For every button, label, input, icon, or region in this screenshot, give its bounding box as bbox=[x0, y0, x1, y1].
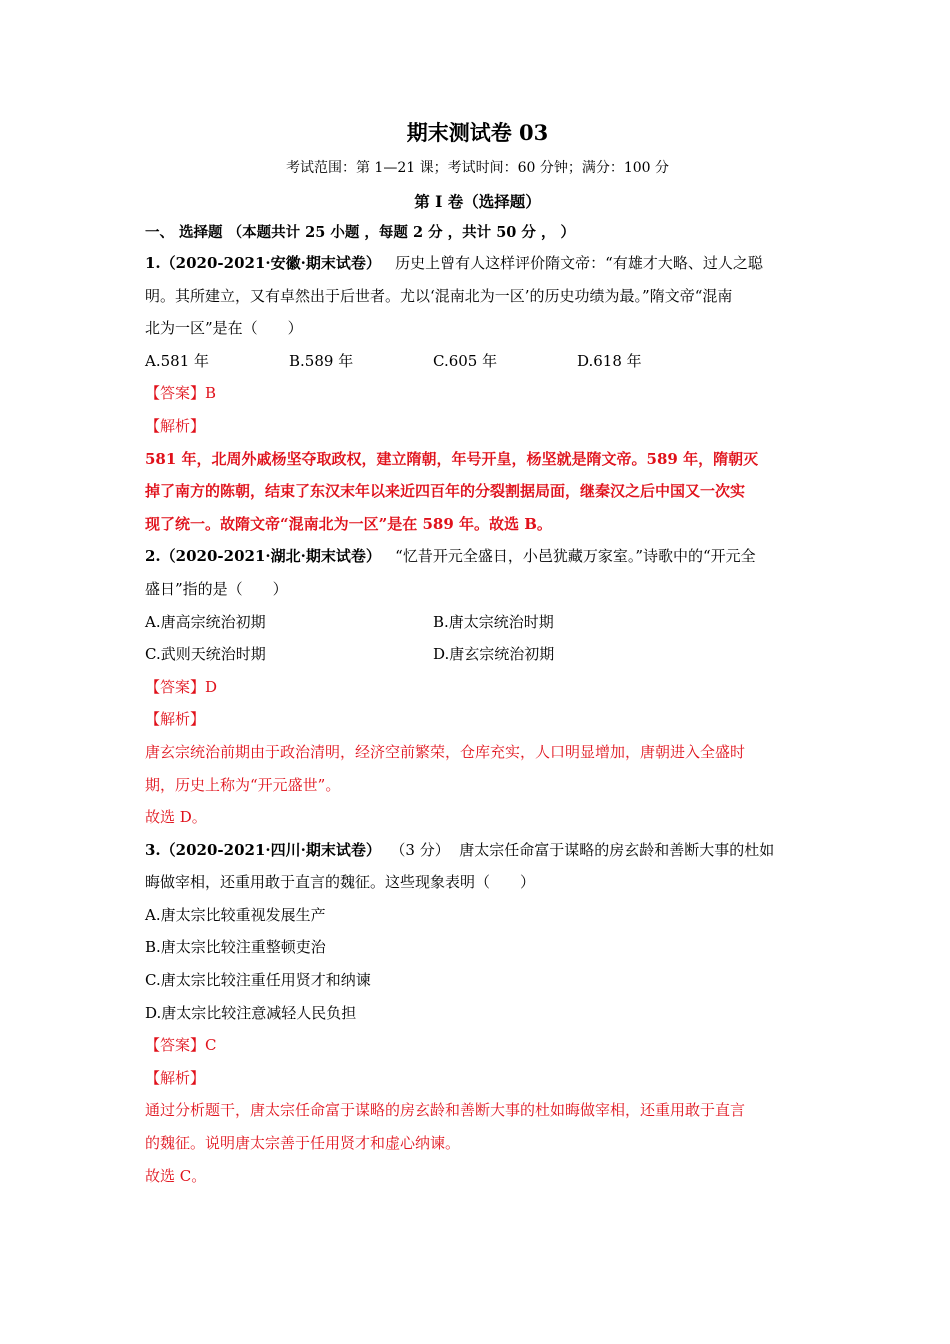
analysis-label: 【解析】 bbox=[145, 416, 206, 435]
answer-line bbox=[145, 377, 810, 410]
analysis-line: 的魏征。说明唐太宗善于任用贤才和虚心纳谏。 bbox=[145, 1134, 461, 1153]
stem-line: 历史上曾有人这样评价隋文帝：“有雄才大略、过人之聪 bbox=[395, 254, 763, 272]
section-title: 第 I 卷（选择题） bbox=[414, 192, 541, 211]
answer-line bbox=[145, 1029, 810, 1062]
analysis-label: 【解析】 bbox=[145, 710, 206, 729]
document-body bbox=[145, 118, 810, 1192]
question-number: 1. bbox=[145, 254, 161, 272]
question-score: （3 分） bbox=[390, 840, 450, 859]
analysis-text bbox=[145, 443, 810, 541]
analysis-line: 故选 C。 bbox=[145, 1166, 207, 1185]
answer-line bbox=[145, 671, 810, 704]
question-source: （2020-2021·安徽·期末试卷） bbox=[160, 254, 381, 272]
analysis-line: 唐玄宗统治前期由于政治清明，经济空前繁荣，仓库充实，人口明显增加，唐朝进入全盛时 bbox=[145, 742, 746, 761]
analysis-line: 通过分析题干，唐太宗任命富于谋略的房玄龄和善断大事的杜如晦做宰相，还重用敢于直言 bbox=[145, 1101, 746, 1120]
answer-value: B bbox=[205, 384, 217, 403]
stem-line: 晦做宰相，还重用敢于直言的魏征。这些现象表明（ ） bbox=[145, 873, 536, 892]
analysis-text bbox=[145, 1094, 810, 1192]
option-c: C.武则天统治时期 bbox=[145, 645, 266, 664]
answer-value: C bbox=[205, 1036, 217, 1055]
analysis-line: 掉了南方的陈朝，结束了东汉末年以来近四百年的分裂割据局面，继秦汉之后中国又一次实 bbox=[145, 482, 746, 501]
option-a: A.唐高宗统治初期 bbox=[145, 612, 266, 631]
question-2 bbox=[145, 540, 810, 833]
question-number: 3. bbox=[145, 840, 161, 859]
question-1 bbox=[145, 247, 810, 540]
option-a: A.唐太宗比较重视发展生产 bbox=[145, 905, 326, 924]
question-source: （2020-2021·湖北·期末试卷） bbox=[160, 547, 381, 566]
option-d: D.唐太宗比较注意减轻人民负担 bbox=[145, 1003, 357, 1022]
answer-label: 【答案】 bbox=[145, 1036, 206, 1055]
stem-line: 明。其所建立，又有卓然出于后世者。尤以‘混南北为一区’的历史功绩为最。”隋文帝“混南 bbox=[145, 286, 733, 305]
analysis-line: 期，历史上称为“开元盛世”。 bbox=[145, 775, 341, 794]
part-heading: 一、 选择题 （本题共计 25 小题 ，每题 2 分 ，共计 50 分 ， ） bbox=[145, 224, 576, 241]
analysis-line: 现了统一。故隋文帝“混南北为一区”是在 589 年。故选 B。 bbox=[145, 514, 552, 533]
analysis-line: 故选 D。 bbox=[145, 808, 207, 827]
options-row bbox=[145, 345, 810, 378]
option-b: B.589 年 bbox=[289, 351, 354, 370]
stem-line: 北为一区”是在（ ） bbox=[145, 319, 303, 338]
option-b: B.唐太宗比较注重整顿吏治 bbox=[145, 938, 326, 957]
question-stem bbox=[145, 247, 810, 280]
question-stem bbox=[145, 540, 810, 573]
answer-label: 【答案】 bbox=[145, 384, 206, 403]
page-title: 期末测试卷 03 bbox=[406, 120, 549, 145]
question-source: （2020-2021·四川·期末试卷） bbox=[160, 840, 381, 859]
stem-line: “忆昔开元全盛日，小邑犹藏万家室。”诗歌中的“开元全 bbox=[395, 547, 756, 566]
stem-line: 盛日”指的是（ ） bbox=[145, 579, 288, 598]
question-number: 2. bbox=[145, 547, 161, 566]
option-d: D.618 年 bbox=[577, 351, 642, 370]
analysis-label: 【解析】 bbox=[145, 1068, 206, 1087]
options-row bbox=[145, 606, 810, 639]
answer-value: D bbox=[205, 677, 218, 696]
question-stem bbox=[145, 834, 810, 867]
option-a: A.581 年 bbox=[145, 351, 209, 370]
question-3 bbox=[145, 834, 810, 1193]
option-b: B.唐太宗统治时期 bbox=[433, 612, 554, 631]
stem-line: 唐太宗任命富于谋略的房玄龄和善断大事的杜如 bbox=[459, 840, 775, 859]
option-c: C.唐太宗比较注重任用贤才和纳谏 bbox=[145, 971, 371, 990]
option-d: D.唐玄宗统治初期 bbox=[433, 645, 555, 664]
answer-label: 【答案】 bbox=[145, 677, 206, 696]
exam-info: 考试范围：第 1—21 课；考试时间：60 分钟；满分：100 分 bbox=[285, 160, 670, 176]
analysis-text bbox=[145, 736, 810, 834]
analysis-line: 581 年，北周外戚杨坚夺取政权，建立隋朝，年号开皇，杨坚就是隋文帝。589 年，隋朝灭 bbox=[145, 449, 759, 468]
options-row bbox=[145, 638, 810, 671]
option-c: C.605 年 bbox=[433, 351, 498, 370]
